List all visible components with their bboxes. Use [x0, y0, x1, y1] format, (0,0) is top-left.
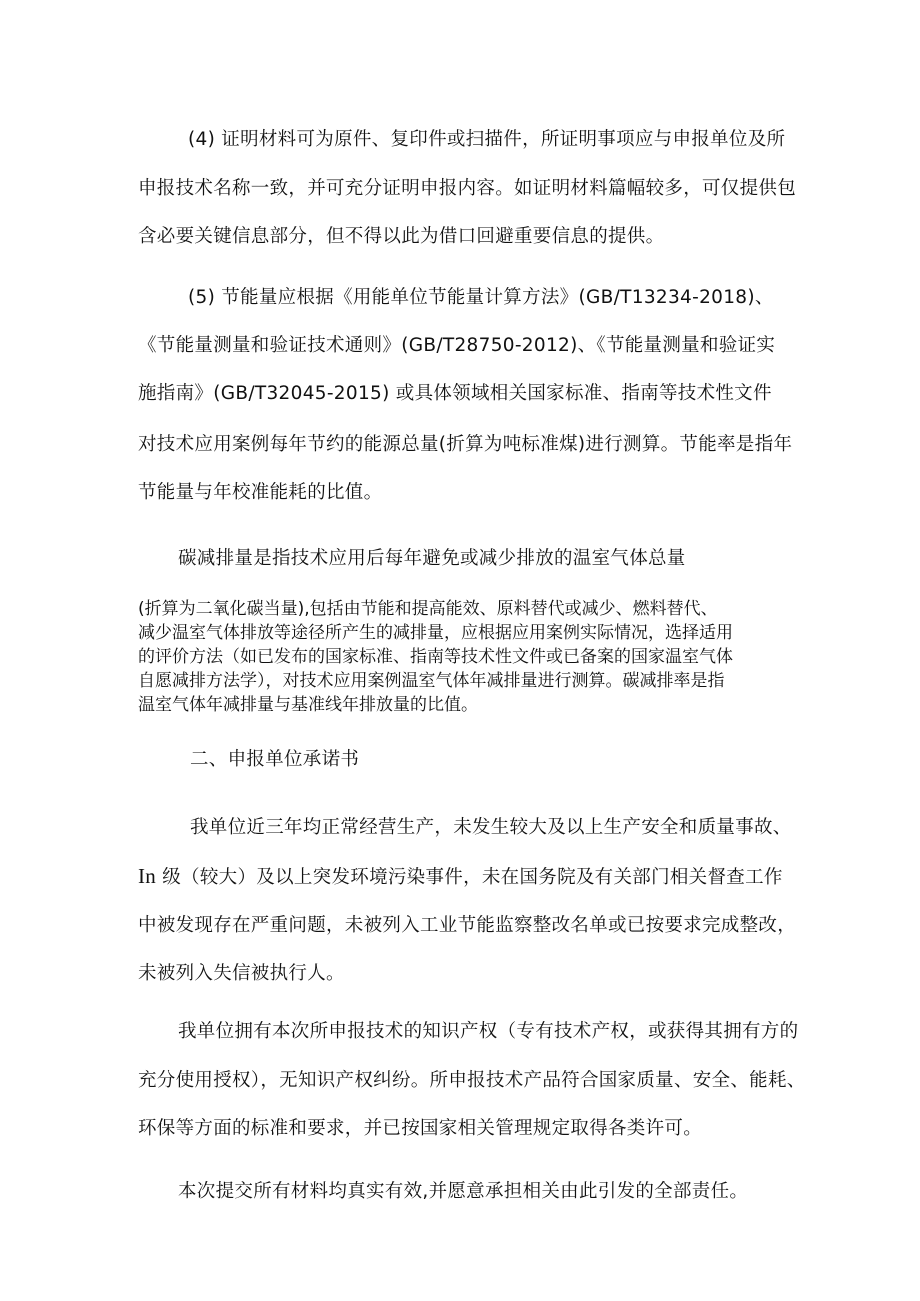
level-roman-prefix: In [138, 864, 157, 888]
para-5-line-2: 《节能量测量和验证技术通则》(GB/T28750-2012)、《节能量测量和验证实 [138, 335, 776, 356]
commit-para-1-line-1: 我单位近三年均正常经营生产，未发生较大及以上生产安全和质量事故、 [190, 817, 792, 838]
carbon-para-line-2: 减少温室气体排放等途径所产生的减排量，应根据应用案例实际情况，选择适用 [138, 623, 733, 643]
para-4-line-1: (4) 证明材料可为原件、复印件或扫描件，所证明事项应与申报单位及所 [188, 129, 786, 150]
commit-para-1-line-2 [138, 864, 783, 890]
carbon-para-line-1: (折算为二氧化碳当量),包括由节能和提高能效、原料替代或减少、燃料替代、 [138, 599, 718, 619]
para-5-line-3: 施指南》(GB/T32045-2015) 或具体领域相关国家标准、指南等技术性文件 [138, 383, 772, 404]
section-heading-commitment: 二、申报单位承诺书 [190, 749, 360, 770]
para-5-line-1: (5) 节能量应根据《用能单位节能量计算方法》(GB/T13234-2018)、 [188, 287, 774, 308]
commit-para-1-line-2-text: 级（较大）及以上突发环境污染事件，未在国务院及有关部门相关督查工作 [162, 867, 783, 888]
para-5-line-5: 节能量与年校准能耗的比值。 [138, 482, 383, 503]
carbon-para-line-4: 自愿减排方法学），对技术应用案例温室气体年减排量进行测算。碳减排率是指 [138, 671, 725, 691]
commit-para-2-line-1: 我单位拥有本次所申报技术的知识产权（专有技术产权，或获得其拥有方的 [178, 1021, 799, 1042]
para-5-line-4: 对技术应用案例每年节约的能源总量(折算为吨标准煤)进行测算。节能率是指年 [138, 434, 793, 455]
commit-para-1-line-4: 未被列入失信被执行人。 [138, 963, 345, 984]
commit-para-2-line-2: 充分使用授权），无知识产权纠纷。所申报技术产品符合国家质量、安全、能耗、 [138, 1070, 806, 1091]
para-4-line-2: 申报技术名称一致，并可充分证明申报内容。如证明材料篇幅较多，可仅提供包 [138, 178, 797, 199]
final-statement: 本次提交所有材料均真实有效,并愿意承担相关由此引发的全部责任。 [178, 1181, 749, 1202]
carbon-para-line-5: 温室气体年减排量与基准线年排放量的比值。 [138, 695, 478, 715]
para-4-line-3: 含必要关键信息部分，但不得以此为借口回避重要信息的提供。 [138, 226, 665, 247]
carbon-para-line-3: 的评价方法（如已发布的国家标准、指南等技术性文件或已备案的国家温室气体 [138, 647, 733, 667]
carbon-para-first-line: 碳减排量是指技术应用后每年避免或减少排放的温室气体总量 [178, 548, 686, 569]
commit-para-1-line-3: 中被发现存在严重问题，未被列入工业节能监察整改名单或已按要求完成整改， [138, 915, 797, 936]
commit-para-2-line-3: 环保等方面的标准和要求，并已按国家相关管理规定取得各类许可。 [138, 1118, 703, 1139]
